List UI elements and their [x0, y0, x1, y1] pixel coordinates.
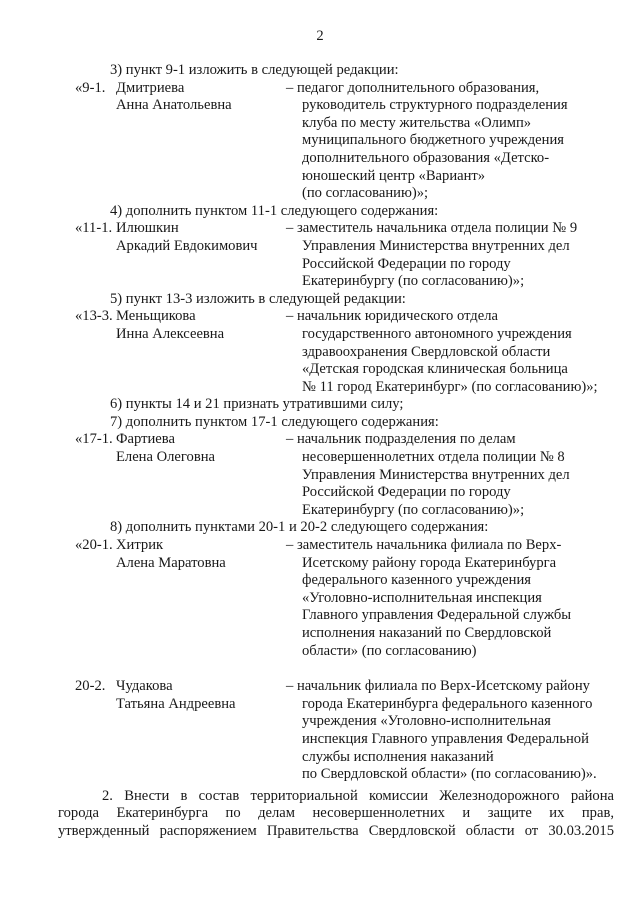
- entry-number: «17-1.: [75, 431, 113, 448]
- entry-position-line: – заместитель начальника филиала по Верх-: [286, 537, 562, 554]
- entry-position-line: муниципального бюджетного учреждения: [302, 132, 564, 149]
- entry-position-line: исполнения наказаний по Свердловской: [302, 625, 552, 641]
- clause-7: 7) дополнить пунктом 17-1 следующего содержания:: [110, 413, 439, 430]
- entry-position-line: области» (по согласованию): [302, 642, 477, 659]
- entry-name-line: Меньщикова: [116, 308, 196, 325]
- entry-position-line: Российской Федерации по городу: [302, 255, 511, 272]
- entry-number: «9-1.: [75, 79, 106, 96]
- entry-name-line: Елена Олеговна: [116, 449, 216, 466]
- entry-name-line: Аркадий Евдокимович: [116, 237, 258, 254]
- entry-position-line: «Уголовно-исполнительная инспекция: [302, 589, 542, 606]
- entry-position: [286, 431, 614, 519]
- clause-8: 8) дополнить пунктами 20-1 и 20-2 следующего содержания:: [110, 519, 489, 536]
- entry-name-line: Фартиева: [116, 431, 175, 448]
- entry-position-line: федерального казенного учреждения: [302, 572, 531, 589]
- entry-position-line: по Свердловской области» (по согласованию)».: [302, 766, 597, 783]
- entry-position-line: дополнительного образования «Детско-: [302, 149, 550, 166]
- entry-position-line: – начальник подразделения по делам: [286, 431, 516, 448]
- entry-position-line: Главного управления Федеральной службы: [302, 607, 572, 624]
- entry-name: [116, 220, 286, 290]
- entry-position: [286, 220, 614, 290]
- entry-position-line: – педагог дополнительного образования,: [286, 79, 540, 96]
- commission-entry-17-1: [58, 431, 614, 519]
- entry-name-line: Инна Алексеевна: [116, 325, 225, 342]
- clause-4: 4) дополнить пунктом 11-1 следующего содержания:: [110, 202, 439, 219]
- closing-paragraph-line: города Екатеринбурга по делам несовершеннолетних и защите их прав,: [58, 805, 614, 822]
- entry-position-line: Управления Министерства внутренних дел: [302, 466, 570, 483]
- entry-position-line: Екатеринбургу (по согласованию)»;: [302, 273, 525, 290]
- entry-position-line: – начальник филиала по Верх-Исетскому району: [286, 678, 590, 695]
- closing-paragraph: [58, 788, 614, 841]
- entry-position-line: № 11 город Екатеринбург» (по согласованию)»;: [302, 378, 598, 395]
- entry-position-line: клуба по месту жительства «Олимп»: [302, 114, 532, 131]
- entry-name-line: Хитрик: [116, 537, 164, 554]
- entry-position: [286, 308, 614, 396]
- commission-entry-20-1: [58, 537, 614, 660]
- entry-name-line: Илюшкин: [116, 220, 179, 237]
- entry-name-line: Чудакова: [116, 678, 173, 695]
- commission-entry-11-1: [58, 220, 614, 290]
- entry-position-line: здравоохранения Свердловской области: [302, 343, 551, 360]
- entry-position-line: учреждения «Уголовно-исполнительная: [302, 713, 551, 730]
- entry-number: «13-3.: [75, 308, 113, 325]
- entry-name-line: Алена Маратовна: [116, 554, 226, 571]
- entry-position-line: службы исполнения наказаний: [302, 748, 494, 765]
- entry-position: [286, 678, 614, 784]
- clause-6: 6) пункты 14 и 21 признать утратившими силу;: [110, 396, 404, 413]
- entry-position-line: Исетскому району города Екатеринбурга: [302, 554, 557, 571]
- entry-position-line: государственного автономного учреждения: [302, 325, 572, 342]
- entry-position-line: руководитель структурного подразделения: [302, 97, 568, 114]
- closing-paragraph-line: 2. Внести в состав территориальной комиссии Железнодорожного района: [102, 787, 614, 804]
- commission-entry-9-1: [58, 80, 614, 203]
- document-body: [58, 56, 614, 841]
- entry-position-line: инспекция Главного управления Федеральной: [302, 730, 589, 747]
- entry-number: «20-1.: [75, 537, 113, 554]
- entry-name-line: Анна Анатольевна: [116, 97, 232, 114]
- closing-paragraph-line: утвержденный распоряжением Правительства Свердловской области от 30.03.2015: [58, 822, 614, 839]
- entry-name: [116, 308, 286, 396]
- entry-position-line: Екатеринбургу (по согласованию)»;: [302, 501, 525, 518]
- entry-position: [286, 537, 614, 660]
- page-number: 2: [316, 28, 324, 44]
- entry-name: [116, 678, 286, 784]
- commission-entry-20-2: [58, 678, 614, 784]
- entry-name: [116, 431, 286, 519]
- entry-position-line: – заместитель начальника отдела полиции № 9: [286, 220, 578, 237]
- entry-name-line: Дмитриева: [116, 79, 185, 96]
- entry-position-line: – начальник юридического отдела: [286, 308, 498, 325]
- entry-position: [286, 80, 614, 203]
- commission-entry-13-3: [58, 308, 614, 396]
- entry-position-line: города Екатеринбурга федерального казенного: [302, 695, 593, 712]
- entry-name-line: Татьяна Андреевна: [116, 695, 236, 712]
- entry-number: 20-2.: [75, 678, 106, 695]
- entry-position-line: Российской Федерации по городу: [302, 484, 511, 501]
- entry-name: [116, 537, 286, 660]
- clause-5: 5) пункт 13-3 изложить в следующей редакции:: [110, 290, 406, 307]
- entry-position-line: «Детская городская клиническая больница: [302, 361, 568, 378]
- entry-number: «11-1.: [75, 220, 113, 237]
- clause-3: 3) пункт 9-1 изложить в следующей редакции:: [110, 62, 399, 78]
- entry-position-line: юношеский центр «Вариант»: [302, 167, 486, 184]
- entry-position-line: Управления Министерства внутренних дел: [302, 237, 570, 254]
- entry-name: [116, 80, 286, 203]
- entry-position-line: несовершеннолетних отдела полиции № 8: [302, 449, 565, 466]
- entry-position-line: (по согласованию)»;: [302, 185, 429, 202]
